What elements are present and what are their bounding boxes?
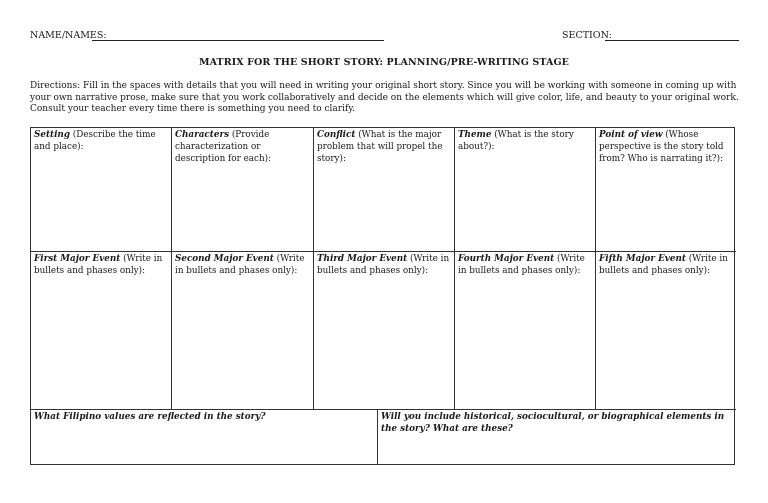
name-label: NAME/NAMES: (30, 30, 107, 41)
theme-desc: (What is the story about?): (458, 130, 574, 152)
setting-desc: (Describe the time and place): (34, 130, 156, 152)
characters-desc: (Provide characterization or description for each): (175, 130, 272, 164)
characters-label: Characters (175, 130, 230, 140)
filipino-values-cell[interactable] (31, 410, 377, 465)
point-of-view-cell[interactable] (596, 128, 735, 251)
setting-cell[interactable] (31, 128, 171, 251)
fourth-event-desc: (Write in bullets and phases only): (458, 254, 585, 276)
section-input-line[interactable] (605, 40, 739, 41)
second-event-label: Second Major Event (175, 254, 274, 264)
historical-elements-cell[interactable] (378, 410, 735, 465)
section-label: SECTION: (562, 30, 612, 41)
fifth-event-cell[interactable] (596, 252, 735, 409)
page-title: MATRIX FOR THE SHORT STORY: PLANNING/PRE-WRITING STAGE (198, 57, 570, 68)
third-event-label: Third Major Event (317, 254, 408, 264)
historical-elements-label: Will you include historical, sociocultural, or biographical elements in the story? What are these? (381, 412, 725, 434)
first-event-desc: (Write in bullets and phases only): (34, 254, 163, 276)
directions-text: Directions: Fill in the spaces with details that you will need in writing your original short story. Since you will be working with someone in coming up with your own narrative prose, make sure that you work collaboratively and decide on the elements which will give color, life, and beauty to your original work. Consult your teacher every time there is something you need to clarify. (30, 81, 739, 114)
setting-label: Setting (34, 130, 70, 140)
fourth-event-label: Fourth Major Event (458, 254, 555, 264)
conflict-label: Conflict (317, 130, 356, 140)
third-event-cell[interactable] (314, 252, 454, 409)
conflict-desc: (What is the major problem that will propel the story): (317, 130, 443, 164)
fourth-event-cell[interactable] (455, 252, 595, 409)
point-of-view-label: Point of view (599, 130, 663, 140)
second-event-desc: (Write in bullets and phases only): (175, 254, 305, 276)
third-event-desc: (Write in bullets and phases only): (317, 254, 450, 276)
characters-cell[interactable] (172, 128, 313, 251)
point-of-view-desc: (Whose perspective is the story told from? Who is narrating it?): (599, 130, 724, 164)
conflict-cell[interactable] (314, 128, 454, 251)
second-event-cell[interactable] (172, 252, 313, 409)
first-event-cell[interactable] (31, 252, 171, 409)
filipino-values-label: What Filipino values are reflected in the story? (34, 412, 266, 422)
fifth-event-desc: (Write in bullets and phases only): (599, 254, 728, 276)
theme-cell[interactable] (455, 128, 595, 251)
story-matrix-table (30, 127, 735, 465)
fifth-event-label: Fifth Major Event (599, 254, 686, 264)
name-input-line[interactable] (92, 40, 384, 41)
first-event-label: First Major Event (34, 254, 121, 264)
theme-label: Theme (458, 130, 492, 140)
